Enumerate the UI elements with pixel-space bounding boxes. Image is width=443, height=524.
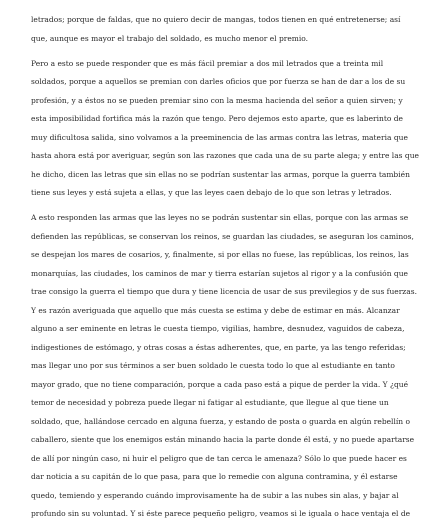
paragraph-3 [31,209,426,524]
text-line: esta imposibilidad fortifica más la razón que tengo. Pero dejemos esto aparte, que es laberinto de [31,114,403,123]
text-line: defienden las repúblicas, se conservan los reinos, se guardan las ciudades, se aseguran los caminos, [31,231,414,241]
text-line: temor de necesidad y pobreza puede llegar ni fatigar al estudiante, que llegue al que tiene un [31,398,389,407]
text-line: profesión, y a éstos no se pueden premiar sino con la mesma hacienda del señor a quien sirven; y [31,95,403,105]
text-line: que, aunque es mayor el trabajo del soldado, es mucho menor el premio. [31,33,309,43]
text-line: Y es razón averiguada que aquello que más cuesta se estima y debe de estimar en más. Alcanzar [31,305,400,315]
text-line: soldados, porque a aquellos se premian con darles oficios que por fuerza se han de dar a los de su [31,77,406,86]
text-line: de allí por ningún caso, ni huir el peligro que de tan cerca le amenaza? Sólo lo que puede hacer es [31,453,407,463]
text-line: profundo sin su voluntad. Y si éste parece pequeño peligro, veamos si le iguala o hace ventaja el de [31,509,411,518]
text-line: hasta ahora está por averiguar, según son las razones que cada una de su parte alega; y entre las que [31,151,419,160]
text-line: letrados; porque de faldas, que no quiero decir de mangas, todos tienen en qué entretenerse; así [31,15,401,24]
text-line: monarquías, las ciudades, los caminos de mar y tierra estarían sujetos al rigor y a la confusión que [31,268,408,278]
text-line: trae consigo la guerra el tiempo que dura y tiene licencia de usar de sus previlegios y de sus fuerzas. [31,287,417,296]
text-line: indigestiones de estómago, y otras cosas a éstas adherentes, que, en parte, ya las tengo referidas; [31,342,406,352]
text-line: he dicho, dicen las letras que sin ellas no se podrían sustentar las armas, porque la guerra también [31,169,410,179]
text-line: dar noticia a su capitán de lo que pasa, para que lo remedie con alguna contramina, y él estarse [31,472,398,481]
text-line: quedo, temiendo y esperando cuándo improvisamente ha de subir a las nubes sin alas, y bajar al [31,490,399,500]
paragraph-2 [31,55,426,203]
text-line: muy dificultosa salida, sino volvamos a la preeminencia de las armas contra las letras, materia que [31,132,408,142]
text-line: tiene sus leyes y está sujeta a ellas, y que las leyes caen debajo de lo que son letras y letrados. [31,188,392,197]
text-line: caballero, siente que los enemigos están minando hacia la parte donde él está, y no puede apartarse [31,435,415,444]
text-line: A esto responden las armas que las leyes no se podrán sustentar sin ellas, porque con las armas se [31,213,409,222]
text-line: mayor grado, que no tiene comparación, porque a cada paso está a pique de perder la vida. Y ¿qué [31,379,409,389]
text-line: soldado, que, hallándose cercado en alguna fuerza, y estando de posta o guarda en algún rebellín o [31,416,410,426]
text-column [31,11,426,524]
text-line: mas llegar uno por sus términos a ser buen soldado le cuesta todo lo que al estudiante en tanto [31,361,395,370]
text-line: alguno a ser eminente en letras le cuesta tiempo, vigilias, hambre, desnudez, vaguidos de cabeza, [31,324,405,333]
paragraph-1 [31,11,426,48]
text-line: Pero a esto se puede responder que es más fácil premiar a dos mil letrados que a treinta mil [31,58,384,68]
text-line: se despejan los mares de cosarios, y, finalmente, si por ellas no fuese, las repúblicas, los reinos, las [31,250,409,259]
